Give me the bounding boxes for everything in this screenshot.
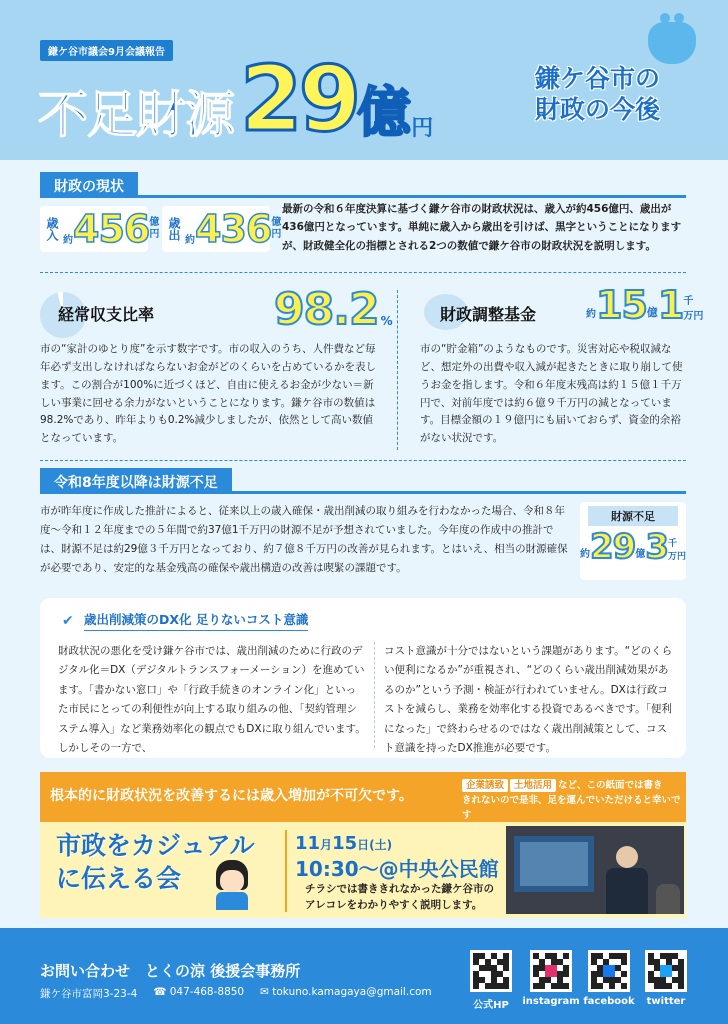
shortfall-about: 約 (580, 549, 590, 560)
section-rule (40, 491, 686, 494)
divider (40, 272, 686, 273)
fund-about: 約 (586, 309, 596, 320)
footer-address: 鎌ケ谷市富岡3-23-4 (40, 988, 138, 1000)
event-title-line1: 市政をカジュアル (56, 831, 255, 860)
event-time: 10:30～ (295, 857, 379, 881)
date-month-unit: 月 (320, 838, 333, 852)
expense-label: 歳出 (167, 217, 181, 241)
tag-business: 企業誘致 (462, 779, 508, 792)
section-label-status: 財政の現状 (40, 172, 138, 198)
qr-label-twitter: twitter (646, 996, 686, 1007)
qr-instagram[interactable] (522, 950, 581, 1007)
dx-header (62, 610, 308, 631)
qr-code-icon (588, 950, 630, 992)
footer-phone: 047-468-8850 (169, 986, 245, 998)
event-desc1: チラシでは書ききれなかった鎌ケ谷市の (305, 883, 494, 895)
revenue-stat (40, 206, 160, 252)
headline-subtitle (535, 64, 705, 125)
qr-code-icon (645, 950, 687, 992)
date-month: 11 (295, 833, 321, 854)
footer-contact: お問い合わせ とくの涼 後援会事務所 (40, 962, 301, 980)
orange-message: 根本的に財政状況を改善するには歳入増加が不可欠です。 (50, 788, 413, 804)
expense-stat (162, 206, 282, 252)
ratio-figure (274, 284, 393, 335)
qr-facebook[interactable] (583, 950, 639, 1007)
divider-vertical (397, 290, 398, 450)
qr-label-official: 公式HP (473, 1000, 509, 1011)
event-date (295, 833, 392, 854)
date-day-unit: 日 (357, 838, 370, 852)
shortfall-units (668, 536, 686, 562)
event-photo (506, 826, 684, 914)
purse-icon (648, 22, 696, 64)
event-place: @中央公民館 (378, 857, 499, 881)
fund-number-sen: 1 (657, 283, 684, 327)
fund-number-oku: 15 (596, 283, 647, 327)
fund-units (683, 292, 703, 322)
headline-number: 29 (240, 47, 358, 152)
event-description (305, 882, 494, 914)
revenue-label: 歳入 (45, 217, 59, 241)
cartoon-icon (208, 860, 254, 910)
revenue-unit1: 億 (149, 217, 160, 228)
headline-main: 不足財源 (38, 86, 234, 144)
shortfall-box-label: 財源不足 (588, 506, 678, 526)
subtitle-line1: 鎌ケ谷市の (535, 64, 661, 93)
fund-unit-bottom: 万円 (683, 311, 704, 322)
divider-vertical (374, 642, 375, 748)
shortfall-text: 市が昨年度に作成した推計によると、従来以上の歳入確保・歳出削減の取り組みを行わなかった場合、令和８年度〜令和１２年度までの５年間で約37億1千万円の財源不足が予想されていました。今年度の作成中の推計では、財源不足は約29億３千万円となっており、約７億８千万円の改善が見られます。とはいえ、相当の財源確保が必要であり、安定的な基金残高の確保や歳出構造の改善は喫緊の課題です。 (40, 505, 568, 574)
tag-land: 土地活用 (510, 779, 556, 792)
qr-label-facebook: facebook (583, 996, 635, 1007)
footer-email: tokuno.kamagaya@gmail.com (272, 986, 432, 998)
section-rule (40, 195, 686, 198)
event-time-place (295, 853, 499, 882)
phone-icon: ☎ (153, 986, 170, 998)
expense-units (271, 217, 281, 241)
status-intro: 最新の令和６年度決算に基づく鎌ケ谷市の財政状況は、歳入が約456億円、歳出が436億円となっています。単純に歳入から歳出を引けば、黒字ということになりますが、財政健全化の指標とされる2つの数値で鎌ケ谷市の財政状況を説明します。 (282, 203, 682, 252)
qr-code-icon (470, 950, 512, 992)
check-icon: ✔ (62, 612, 74, 629)
revenue-unit2: 円 (149, 229, 160, 240)
mail-icon: ✉ (260, 986, 273, 998)
qr-official[interactable] (470, 950, 521, 1011)
ratio-title: 経常収支比率 (58, 305, 155, 324)
email-contact[interactable] (260, 986, 432, 1001)
shortfall-figure (580, 527, 687, 567)
ratio-unit: % (380, 314, 393, 328)
fund-oku: 億 (646, 306, 658, 319)
fund-unit-top: 千 (683, 296, 694, 307)
dx-text-left: 財政状況の悪化を受け鎌ケ谷市では、歳出削減のために行政のデジタル化＝DX（デジタルトランスフォーメーション）を進めています。「書かない窓口」や「行政手続きのオンライン化」といった市民にとっての利便性が向上する取り組みの他、「契約管理システム導入」など業務効率化の観点でもDXに取り組んでいます。しかしその一方で、 (58, 645, 366, 755)
orange-note (462, 778, 684, 824)
revenue-about: 約 (63, 235, 73, 246)
headline-oku: 億 (357, 81, 412, 144)
headline (38, 47, 434, 152)
qr-label-instagram: instagram (522, 996, 580, 1007)
date-weekday: (土) (369, 838, 393, 852)
shortfall-unit-top: 千 (668, 539, 678, 549)
event-desc2: アレコレをわかりやすく説明します。 (305, 898, 483, 911)
ratio-text: 市の“家計のゆとり度”を示す数字です。市の収入のうち、人件費など毎年必ず支出しなければならないお金がどのくらいを占めているかを表します。この割合が100%に近づくほど、自由に使えるお金が少ない＝新しい事業に回せる余力がないということになります。鎌ケ谷市の数値は98.2%であり、昨年よりも0.2%減少しましたが、依然として高い数値となっています。 (40, 343, 376, 445)
dx-text-right: コスト意識が十分ではないという課題があります。“どのくらい便利になるか”が重視され、“どのくらい歳出削減効果があるのか”という予測・検証が行われていません。DXは行政コストを減らし、業務を効率化する投資であるべきです。「便利になった」で終わらせるのではなく歳出削減策として、コスト意識を持ったDX推進が必要です。 (384, 645, 673, 755)
shortfall-box (580, 502, 686, 580)
shortfall-unit-bottom: 万円 (668, 552, 687, 562)
phone-contact[interactable] (153, 986, 244, 1001)
divider (40, 460, 686, 461)
fund-figure (586, 283, 704, 327)
qr-code-icon (530, 950, 572, 992)
expense-number: 436 (195, 207, 272, 251)
section-label-shortfall: 令和8年度以降は財源不足 (40, 468, 232, 494)
orange-note2: きれないので是非、足を運んでいただけると幸いです (462, 795, 681, 822)
revenue-number: 456 (73, 207, 150, 251)
expense-about: 約 (185, 235, 195, 246)
shortfall-number-oku: 29 (590, 527, 636, 567)
expense-unit1: 億 (271, 217, 282, 228)
subtitle-line2: 財政の今後 (535, 94, 661, 124)
fund-text: 市の“貯金箱”のようなものです。災害対応や税収減など、想定外の出費や収入減が起きたときに取り崩して使うお金を指します。令和６年度末残高は約１５億１千万円で、対前年度では約６億９千万円の減となっています。目標金額の１９億円にも届いておらず、資金的余裕がない状況です。 (420, 343, 683, 445)
orange-note1: など、この紙面では書き (558, 780, 663, 791)
revenue-units (149, 217, 159, 241)
fund-title: 財政調整基金 (440, 305, 537, 324)
event-title-line2: に伝える会 (56, 863, 182, 893)
shortfall-number-sen: 3 (645, 527, 668, 567)
headline-unit: 円 (411, 116, 434, 141)
ratio-number: 98.2 (274, 284, 379, 335)
footer-details (40, 986, 432, 1001)
event-divider (285, 830, 287, 912)
shortfall-oku: 億 (635, 549, 646, 560)
expense-unit2: 円 (271, 229, 282, 240)
date-day: 15 (332, 833, 358, 854)
qr-twitter[interactable] (645, 950, 696, 1007)
dx-title: 歳出削減策のDX化 足りないコスト意識 (84, 610, 308, 631)
header-tag: 鎌ケ谷市議会9月会議報告 (40, 40, 173, 61)
